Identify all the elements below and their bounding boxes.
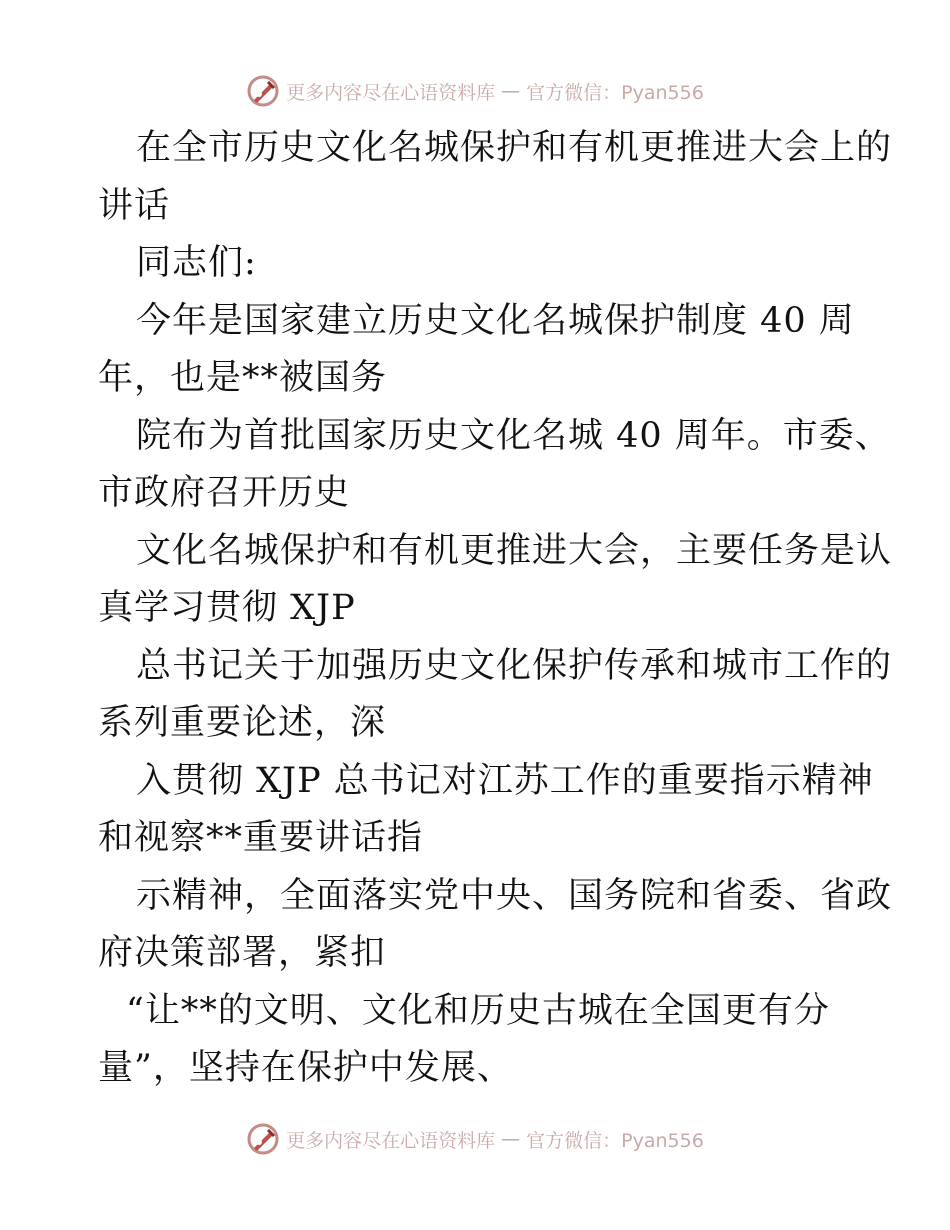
paragraph-6-line-2: 府决策部署，紧扣 [98, 933, 387, 973]
paragraph-2-line-2: 市政府召开历史 [98, 473, 351, 513]
paragraph-2-line-1: 院布为首批国家历史文化名城 40 周年。市委、 [136, 415, 891, 456]
paragraph-3-line-2: 真学习贯彻 XJP [98, 588, 356, 628]
paragraph-4-line-2: 系列重要论述，深 [98, 703, 387, 743]
watermark-dash: — [501, 1128, 521, 1150]
paragraph-3 [98, 523, 893, 638]
paragraph-7-line-1: “让**的文明、文化和历史古城在全国更有分 [126, 990, 830, 1031]
paragraph-6-line-1: 示精神，全面落实党中央、国务院和省委、省政 [136, 875, 893, 916]
salutation-text: 同志们: [136, 243, 257, 283]
title-line-2: 讲话 [98, 185, 171, 226]
paragraph-6 [98, 868, 893, 983]
salutation [98, 235, 858, 293]
watermark-dash: — [501, 80, 521, 102]
quill-logo-icon [246, 74, 280, 108]
paragraph-7-line-2: 量”，坚持在保护中发展、 [98, 1048, 513, 1088]
document-title [98, 120, 893, 235]
paragraph-1-line-2: 年，也是**被国务 [98, 358, 388, 398]
watermark-site: 更多内容尽在心语资料库 [286, 81, 496, 104]
paragraph-5-line-1: 入贯彻 XJP 总书记对江苏工作的重要指示精神 [136, 760, 874, 801]
paragraph-1 [98, 293, 858, 408]
paragraph-1-line-1: 今年是国家建立历史文化名城保护制度 40 周 [136, 300, 855, 341]
paragraph-4-line-1: 总书记关于加强历史文化保护传承和城市工作的 [136, 645, 893, 686]
paragraph-3-line-1: 文化名城保护和有机更推进大会，主要任务是认 [136, 530, 893, 571]
quill-logo-icon [246, 1122, 280, 1156]
watermark-account: 官方微信：Pyan556 [526, 81, 704, 104]
footer-watermark [0, 1119, 950, 1159]
paragraph-5 [98, 753, 874, 868]
paragraph-4 [98, 638, 893, 753]
header-watermark [0, 71, 950, 111]
paragraph-2 [98, 408, 891, 523]
watermark-site: 更多内容尽在心语资料库 [286, 1129, 496, 1152]
paragraph-5-line-2: 和视察**重要讲话指 [98, 818, 424, 858]
title-line-1: 在全市历史文化名城保护和有机更推进大会上的 [136, 128, 893, 168]
paragraph-7 [98, 983, 858, 1098]
document-body [98, 120, 893, 1098]
watermark-account: 官方微信：Pyan556 [526, 1129, 704, 1152]
